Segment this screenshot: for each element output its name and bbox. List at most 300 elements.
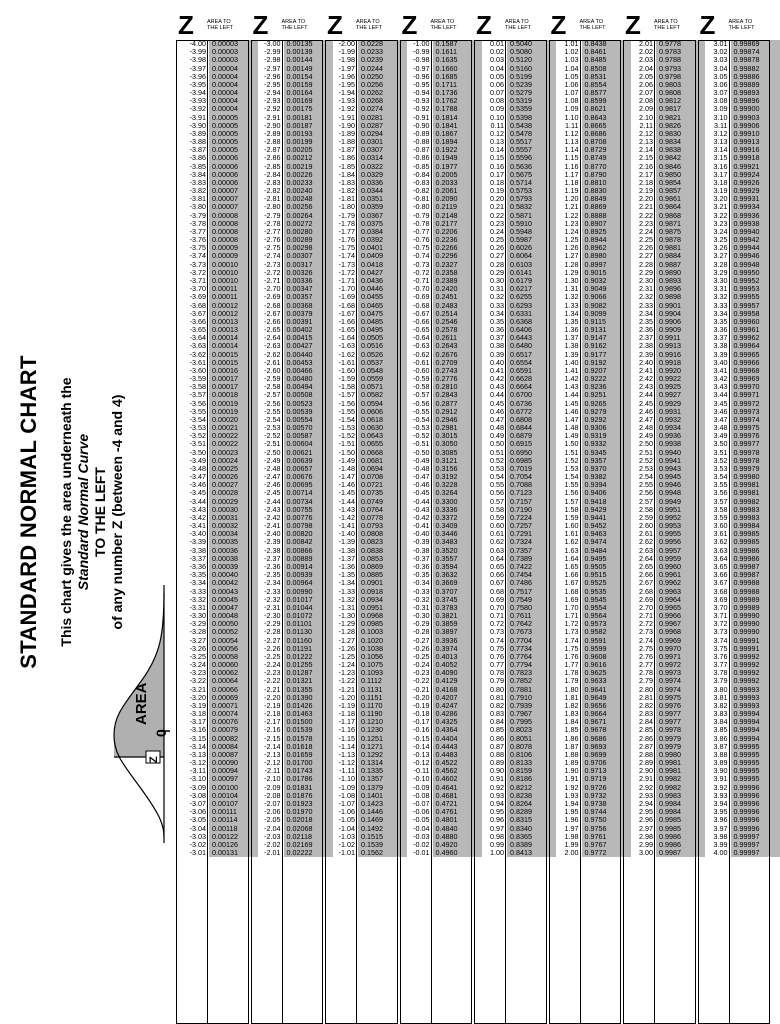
area-value: 0.1894 <box>433 138 482 146</box>
area-value: 0.00402 <box>284 326 333 334</box>
area-value: 0.2119 <box>433 203 482 211</box>
area-value: 0.99987 <box>731 571 780 579</box>
area-value: 0.99960 <box>731 318 780 326</box>
area-value: 0.2206 <box>433 228 482 236</box>
area-value: 0.00023 <box>209 449 258 457</box>
area-value: 0.00012 <box>209 302 258 310</box>
area-header: AREA TO THE LEFT <box>207 19 233 31</box>
z-value: 2.09 <box>639 104 653 114</box>
z-value: 2.50 <box>639 439 653 449</box>
area-value: 0.6700 <box>507 391 556 399</box>
z-value: -1.46 <box>338 480 355 490</box>
z-value: 3.81 <box>713 692 728 702</box>
z-value: 3.71 <box>713 611 728 621</box>
area-value: 0.01970 <box>284 808 333 816</box>
z-value: 0.18 <box>490 177 504 187</box>
area-value: 0.1736 <box>433 89 482 97</box>
z-value: -3.95 <box>189 79 206 89</box>
z-value: -0.25 <box>413 651 430 661</box>
z-value: 1.21 <box>564 202 579 212</box>
z-value: 3.47 <box>713 414 728 424</box>
z-value: 3.44 <box>713 390 728 400</box>
area-value: 0.99991 <box>731 645 780 653</box>
z-value: 3.35 <box>713 316 728 326</box>
area-value: 0.7190 <box>507 506 556 514</box>
z-value: -0.78 <box>413 218 430 228</box>
z-value: 3.45 <box>713 398 728 408</box>
area-value: 0.00047 <box>209 604 258 612</box>
z-value: 0.92 <box>490 782 504 792</box>
area-value: 0.99964 <box>731 342 780 350</box>
area-value: 0.8749 <box>582 154 631 162</box>
area-value: 0.00060 <box>209 661 258 669</box>
area-value: 0.01618 <box>284 743 333 751</box>
area-value: 0.99985 <box>731 530 780 538</box>
z-value: 0.32 <box>490 292 504 302</box>
area-value: 0.9761 <box>582 833 631 841</box>
area-value: 0.0951 <box>358 604 407 612</box>
z-value: 1.44 <box>564 390 579 400</box>
z-value: 2.40 <box>639 357 653 367</box>
z-value: 3.84 <box>713 717 728 727</box>
area-value: 0.99958 <box>731 310 780 318</box>
z-value: -3.74 <box>189 251 206 261</box>
z-value: 3.77 <box>713 660 728 670</box>
area-value: 0.4052 <box>433 661 482 669</box>
z-value: 3.28 <box>713 259 728 269</box>
area-value: 0.5636 <box>507 163 556 171</box>
z-value: -3.24 <box>189 660 206 670</box>
area-value: 0.2578 <box>433 326 482 334</box>
z-value: -1.33 <box>338 586 355 596</box>
area-value: 0.00005 <box>209 146 258 154</box>
area-value: 0.9973 <box>656 669 705 677</box>
z-value: -0.86 <box>413 153 430 163</box>
z-value: -0.02 <box>413 839 430 849</box>
area-value: 0.1814 <box>433 114 482 122</box>
area-value: 0.0793 <box>358 522 407 530</box>
z-value: 1.33 <box>564 300 579 310</box>
z-value: 1.22 <box>564 210 579 220</box>
area-value: 0.9987 <box>656 849 705 857</box>
area-value: 0.2033 <box>433 179 482 187</box>
area-value: 0.00035 <box>209 538 258 546</box>
z-value: -2.48 <box>264 463 281 473</box>
area-value: 0.0749 <box>358 498 407 506</box>
z-value: -1.03 <box>338 831 355 841</box>
z-value: 0.57 <box>490 496 504 506</box>
z-value: 3.93 <box>713 790 728 800</box>
area-header: AREA TO THE LEFT <box>654 19 680 31</box>
z-value: -1.49 <box>338 455 355 465</box>
z-value: -0.49 <box>413 455 430 465</box>
z-value: 3.16 <box>713 161 728 171</box>
area-value: 0.9732 <box>582 792 631 800</box>
area-value: 0.9861 <box>656 195 705 203</box>
z-value: -3.33 <box>189 586 206 596</box>
z-value: -2.75 <box>264 243 281 253</box>
z-value: 2.37 <box>639 333 653 343</box>
desc-line-4: of any number Z (between -4 and 4) <box>109 394 125 630</box>
z-value: -2.25 <box>264 651 281 661</box>
area-value: 0.9099 <box>582 310 631 318</box>
area-value: 0.00139 <box>284 48 333 56</box>
area-value: 0.0287 <box>358 122 407 130</box>
area-value: 0.00054 <box>209 637 258 645</box>
area-value: 0.9406 <box>582 489 631 497</box>
z-value: 2.00 <box>564 848 579 858</box>
area-value: 0.00107 <box>209 800 258 808</box>
area-value: 0.0281 <box>358 114 407 122</box>
area-value: 0.99978 <box>731 449 780 457</box>
z-value: 2.79 <box>639 676 653 686</box>
z-value: 2.76 <box>639 651 653 661</box>
z-value: -0.37 <box>413 553 430 563</box>
z-value: 0.61 <box>490 529 504 539</box>
z-value: -3.51 <box>189 439 206 449</box>
z-value: -0.76 <box>413 235 430 245</box>
area-value: 0.3897 <box>433 628 482 636</box>
area-value: 0.9957 <box>656 547 705 555</box>
area-value: 0.3632 <box>433 571 482 579</box>
area-value: 0.9922 <box>656 375 705 383</box>
area-value: 0.00007 <box>209 203 258 211</box>
z-value: -2.87 <box>264 145 281 155</box>
area-value: 0.01044 <box>284 604 333 612</box>
z-value: 0.42 <box>490 374 504 384</box>
area-value: 0.9693 <box>582 743 631 751</box>
z-value: -1.67 <box>338 308 355 318</box>
area-value: 0.9599 <box>582 645 631 653</box>
area-value: 0.4721 <box>433 800 482 808</box>
z-value: -3.36 <box>189 562 206 571</box>
area-value: 0.99978 <box>731 457 780 465</box>
z-value: -0.26 <box>413 643 430 653</box>
area-value: 0.9582 <box>582 628 631 636</box>
z-value: -1.51 <box>338 439 355 449</box>
area-value: 0.9985 <box>656 825 705 833</box>
table-column <box>325 12 400 1024</box>
area-value: 0.99886 <box>731 73 780 81</box>
z-value: -1.55 <box>338 406 355 416</box>
z-value: -1.54 <box>338 414 355 424</box>
z-value: -0.56 <box>413 398 430 408</box>
z-value: -2.16 <box>264 725 281 735</box>
z-value: 1.41 <box>564 365 579 375</box>
area-value: 0.9616 <box>582 661 631 669</box>
area-value: 0.00040 <box>209 571 258 579</box>
z-value: 2.01 <box>639 39 653 48</box>
z-value: 0.54 <box>490 472 504 482</box>
z-value: -2.79 <box>264 210 281 220</box>
area-value: 0.8438 <box>582 40 631 48</box>
z-value: -0.12 <box>413 758 430 768</box>
z-value: 0.87 <box>490 741 504 751</box>
area-value: 0.01321 <box>284 677 333 685</box>
area-value: 0.0262 <box>358 89 407 97</box>
area-value: 0.5557 <box>507 146 556 154</box>
area-value: 0.7881 <box>507 686 556 694</box>
area-value: 0.4840 <box>433 825 482 833</box>
z-value: -0.42 <box>413 512 430 522</box>
z-value: -3.06 <box>189 807 206 817</box>
area-value: 0.9975 <box>656 694 705 702</box>
area-value: 0.8962 <box>582 244 631 252</box>
area-value: 0.3300 <box>433 498 482 506</box>
z-value: 2.94 <box>639 798 653 808</box>
area-value: 0.0885 <box>358 571 407 579</box>
z-value: -2.06 <box>264 807 281 817</box>
area-value: 0.7486 <box>507 579 556 587</box>
area-value: 0.6985 <box>507 457 556 465</box>
z-value: -1.80 <box>338 202 355 212</box>
z-value: -2.08 <box>264 790 281 800</box>
area-value: 0.0901 <box>358 579 407 587</box>
z-value: -1.40 <box>338 529 355 539</box>
z-value: -1.47 <box>338 472 355 482</box>
z-header: Z <box>476 10 492 40</box>
z-value: -2.88 <box>264 137 281 147</box>
z-value: 3.26 <box>713 243 728 253</box>
area-value: 0.9971 <box>656 653 705 661</box>
z-value: -3.84 <box>189 169 206 179</box>
area-value: 0.9981 <box>656 767 705 775</box>
area-value: 0.00307 <box>284 252 333 260</box>
area-value: 0.00084 <box>209 743 258 751</box>
z-value: -0.90 <box>413 120 430 130</box>
area-value: 0.00427 <box>284 342 333 350</box>
z-header: Z <box>699 10 716 40</box>
column-rows <box>400 40 482 857</box>
area-value: 0.2090 <box>433 195 482 203</box>
area-value: 0.00056 <box>209 645 258 653</box>
z-value: -0.20 <box>413 692 430 702</box>
z-value: 1.10 <box>564 112 579 122</box>
z-value: 0.85 <box>490 725 504 735</box>
area-value: 0.99950 <box>731 269 780 277</box>
z-value: 2.96 <box>639 815 653 825</box>
z-value: 1.80 <box>564 684 579 694</box>
area-value: 0.00199 <box>284 138 333 146</box>
area-value: 0.99988 <box>731 579 780 587</box>
z-value: -2.62 <box>264 349 281 359</box>
z-value: -2.94 <box>264 88 281 98</box>
area-value: 0.9131 <box>582 326 631 334</box>
area-value: 0.00028 <box>209 489 258 497</box>
area-value: 0.00554 <box>284 416 333 424</box>
z-value: -2.56 <box>264 398 281 408</box>
z-value: 0.25 <box>490 235 504 245</box>
z-value: -0.44 <box>413 496 430 506</box>
z-value: -0.08 <box>413 790 430 800</box>
area-value: 0.1423 <box>358 800 407 808</box>
area-value: 0.2266 <box>433 244 482 252</box>
area-value: 0.99946 <box>731 252 780 260</box>
z-value: -0.99 <box>413 47 430 57</box>
area-value: 0.2946 <box>433 416 482 424</box>
area-value: 0.99869 <box>731 40 780 48</box>
area-value: 0.9871 <box>656 220 705 228</box>
z-value: 2.28 <box>639 259 653 269</box>
z-value: 0.31 <box>490 284 504 294</box>
z-value: 0.37 <box>490 333 504 343</box>
z-value: -1.88 <box>338 137 355 147</box>
area-value: 0.0681 <box>358 457 407 465</box>
area-value: 0.99986 <box>731 555 780 563</box>
z-value: 1.15 <box>564 153 579 163</box>
area-value: 0.9265 <box>582 400 631 408</box>
area-value: 0.00126 <box>209 841 258 849</box>
z-value: 1.85 <box>564 725 579 735</box>
z-value: -2.73 <box>264 259 281 269</box>
z-value: 3.67 <box>713 578 728 588</box>
area-value: 0.9943 <box>656 465 705 473</box>
z-value: 3.30 <box>713 275 728 285</box>
z-value: 2.23 <box>639 218 653 228</box>
z-value: -1.78 <box>338 218 355 228</box>
z-value: 3.12 <box>713 128 728 138</box>
z-value: 1.73 <box>564 627 579 637</box>
area-value: 0.99980 <box>731 473 780 481</box>
z-value: 2.26 <box>639 243 653 253</box>
area-value: 0.9429 <box>582 506 631 514</box>
z-value: 0.43 <box>490 382 504 392</box>
z-value: -0.30 <box>413 611 430 621</box>
area-value: 0.7823 <box>507 669 556 677</box>
column-rows <box>251 40 333 857</box>
area-value: 0.6293 <box>507 302 556 310</box>
z-value: 1.12 <box>564 128 579 138</box>
z-value: 0.10 <box>490 112 504 122</box>
area-value: 0.6141 <box>507 269 556 277</box>
z-value: -2.23 <box>264 668 281 678</box>
z-value: 0.70 <box>490 602 504 612</box>
area-value: 0.8023 <box>507 726 556 734</box>
area-value: 0.99953 <box>731 285 780 293</box>
z-value: -2.90 <box>264 120 281 130</box>
area-value: 0.9979 <box>656 735 705 743</box>
z-value: 0.24 <box>490 226 504 236</box>
z-value: 1.57 <box>564 496 579 506</box>
area-value: 0.9920 <box>656 367 705 375</box>
z-value: -2.59 <box>264 374 281 384</box>
z-value: -1.27 <box>338 635 355 645</box>
z-value: -0.41 <box>413 521 430 531</box>
area-value: 0.99974 <box>731 416 780 424</box>
area-value: 0.0618 <box>358 416 407 424</box>
area-value: 0.9898 <box>656 293 705 301</box>
z-value: 2.62 <box>639 537 653 547</box>
z-value: 0.41 <box>490 365 504 375</box>
area-value: 0.9868 <box>656 212 705 220</box>
z-value: -1.18 <box>338 709 355 719</box>
z-value: 1.96 <box>564 815 579 825</box>
z-value: 3.01 <box>713 39 728 48</box>
area-value: 0.6664 <box>507 383 556 391</box>
area-value: 0.99910 <box>731 130 780 138</box>
area-value: 0.5714 <box>507 179 556 187</box>
area-value: 0.8790 <box>582 171 631 179</box>
z-value: 3.96 <box>713 815 728 825</box>
z-value: -2.69 <box>264 292 281 302</box>
z-value: -1.19 <box>338 700 355 710</box>
z-value: -2.22 <box>264 676 281 686</box>
area-value: 0.99893 <box>731 89 780 97</box>
z-value: 0.69 <box>490 594 504 604</box>
table-column <box>400 12 475 1024</box>
area-value: 0.4443 <box>433 743 482 751</box>
area-value: 0.9591 <box>582 637 631 645</box>
area-value: 0.1446 <box>358 808 407 816</box>
area-value: 0.00004 <box>209 89 258 97</box>
area-value: 0.9306 <box>582 424 631 432</box>
area-value: 0.99992 <box>731 661 780 669</box>
z-value: 3.46 <box>713 406 728 416</box>
z-value: -3.93 <box>189 96 206 106</box>
z-value: -1.92 <box>338 104 355 114</box>
area-value: 0.99990 <box>731 628 780 636</box>
area-value: 0.01578 <box>284 735 333 743</box>
area-value: 0.99995 <box>731 759 780 767</box>
area-value: 0.00004 <box>209 81 258 89</box>
area-value: 0.1922 <box>433 146 482 154</box>
column-rows <box>698 40 780 857</box>
z-value: -2.91 <box>264 112 281 122</box>
area-value: 0.99975 <box>731 424 780 432</box>
z-value: 2.74 <box>639 635 653 645</box>
area-value: 0.5871 <box>507 212 556 220</box>
area-value: 0.9884 <box>656 252 705 260</box>
area-value: 0.2420 <box>433 285 482 293</box>
z-value: 1.78 <box>564 668 579 678</box>
area-value: 0.01700 <box>284 759 333 767</box>
z-value: 2.47 <box>639 414 653 424</box>
area-value: 0.8133 <box>507 759 556 767</box>
z-value: 1.76 <box>564 651 579 661</box>
area-value: 0.2389 <box>433 277 482 285</box>
area-value: 0.00131 <box>209 849 258 857</box>
area-value: 0.99991 <box>731 637 780 645</box>
z-value: 3.63 <box>713 545 728 555</box>
area-value: 0.1635 <box>433 56 482 64</box>
area-value: 0.1230 <box>358 726 407 734</box>
z-value: 1.63 <box>564 545 579 555</box>
z-value: -3.27 <box>189 635 206 645</box>
z-value: 1.11 <box>565 120 579 130</box>
z-label: Z <box>148 756 160 763</box>
z-value: 0.94 <box>490 798 504 808</box>
area-value: 0.1685 <box>433 73 482 81</box>
z-value: -1.04 <box>338 823 355 833</box>
z-value: -1.08 <box>338 790 355 800</box>
z-value: -2.12 <box>264 758 281 768</box>
z-value: 0.15 <box>490 153 504 163</box>
z-value: -2.44 <box>264 496 281 506</box>
z-value: -2.01 <box>264 848 281 858</box>
area-value: 0.5239 <box>507 81 556 89</box>
column-header <box>176 12 258 38</box>
z-value: 1.75 <box>564 643 579 653</box>
area-value: 0.9738 <box>582 800 631 808</box>
z-value: 0.89 <box>490 758 504 768</box>
z-value: 3.99 <box>713 839 728 849</box>
z-value: 1.58 <box>564 504 579 514</box>
area-value: 0.99987 <box>731 563 780 571</box>
area-value: 0.00097 <box>209 775 258 783</box>
area-value: 0.2643 <box>433 342 482 350</box>
z-value: -3.91 <box>189 112 206 122</box>
area-value: 0.99936 <box>731 212 780 220</box>
